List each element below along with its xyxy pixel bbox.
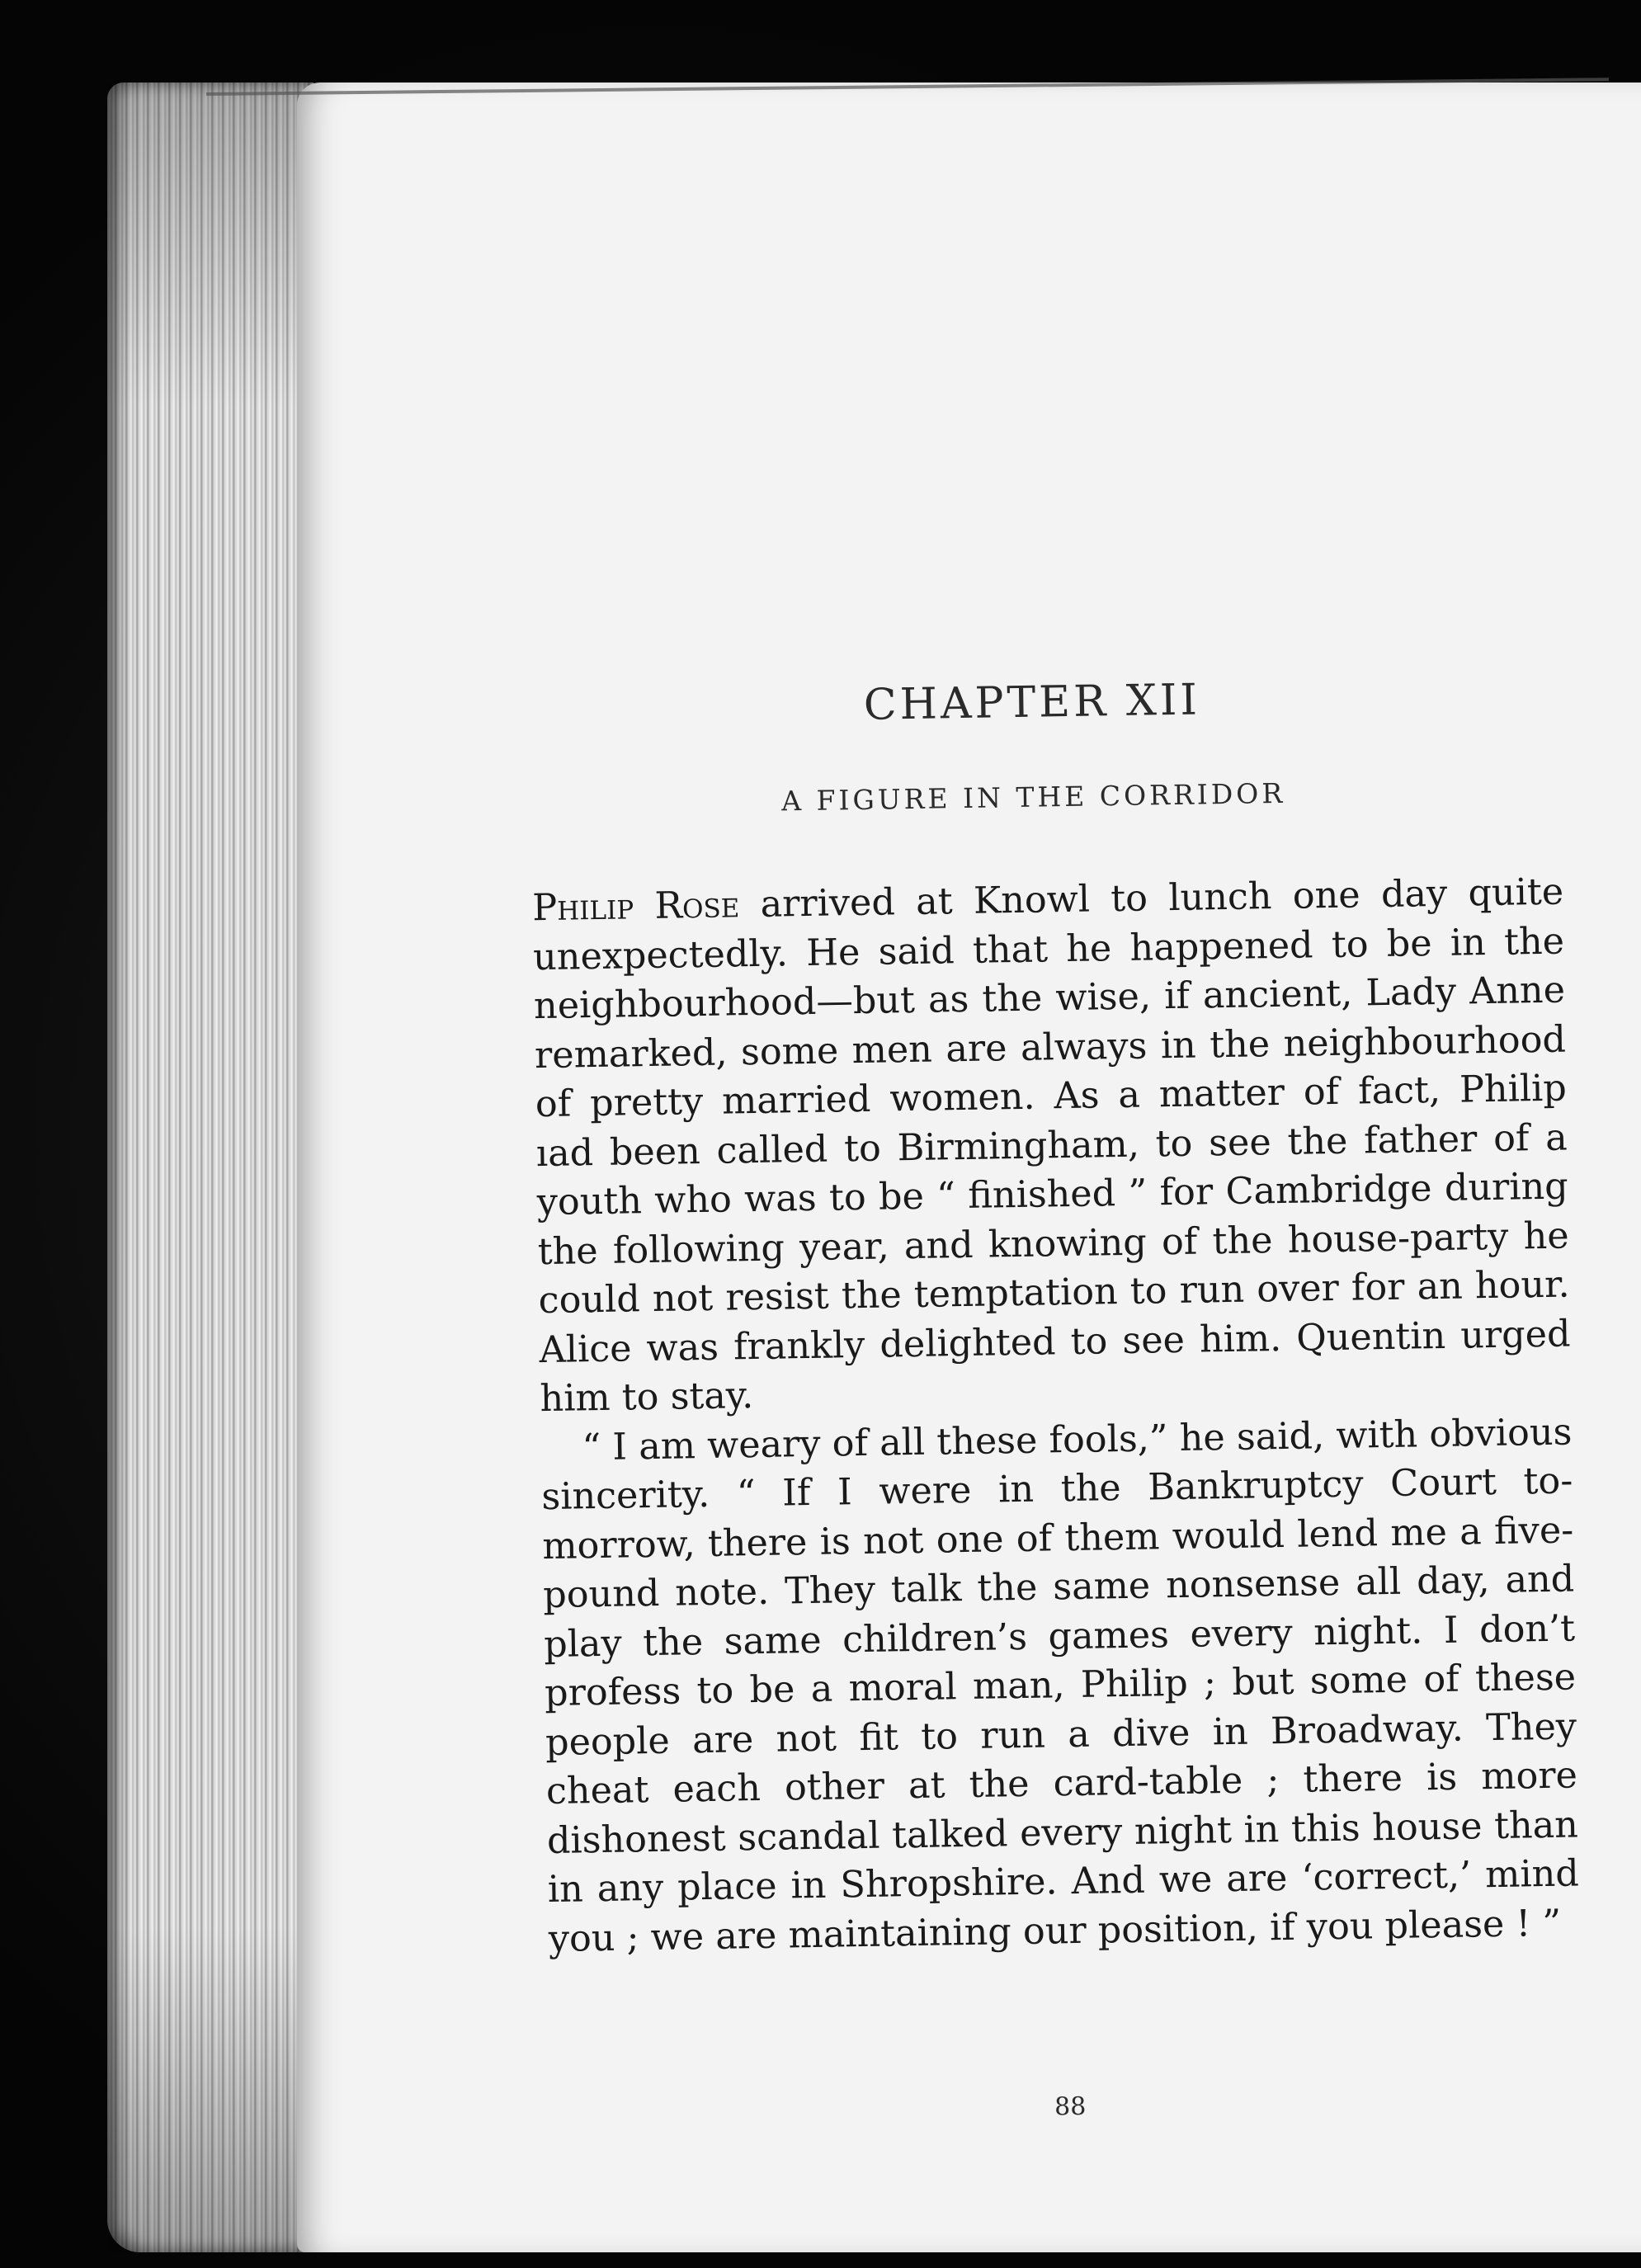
- book-page-edges: [107, 83, 314, 2252]
- paragraph-text: arrived at Knowl to lunch one day quite unexpectedly. He said that he happened to be in the neighbourhood—but as the wise, if ancient, Lady Anne remarked, some men are always in the neighbourhood of pretty married women. As a matter of fact, Philip ıad been called to Birmingham, to see the father of a youth who was to be “ finished ” for Cambridge during the following year, and knowing of the house-party he could not resist the temptation to run over for an hour. Alice was frankly delighted to see him. Quentin urged him to stay.: [532, 870, 1571, 1421]
- page-number: 88: [1054, 2091, 1087, 2122]
- paragraph-2: “ I am weary of all these fools,” he said, with obvious sincerity. “ If I were in the Bankruptcy Court to-morrow, there is not one of them would lend me a five-pound note. They talk the same nonsense all day, and play the same children’s games every night. I don’t profess to be a moral man, Philip ; but some of these people are not fit to run a dive in Broadway. They cheat each other at the card-table ; there is more dishonest scandal talked every night in this house than in any place in Shropshire. And we are ‘correct,’ mind you ; we are maintaining our position, if you please ! ”: [541, 1410, 1580, 1960]
- paragraph-lead: Philip Rose: [531, 884, 740, 930]
- body-text: [532, 868, 1580, 1964]
- book-page: [297, 83, 1641, 2252]
- paragraph-1: [532, 868, 1572, 1424]
- chapter-subtitle: A FIGURE IN THE CORRIDOR: [780, 776, 1286, 818]
- page-content: [281, 74, 1641, 2265]
- chapter-title: CHAPTER XII: [863, 675, 1201, 730]
